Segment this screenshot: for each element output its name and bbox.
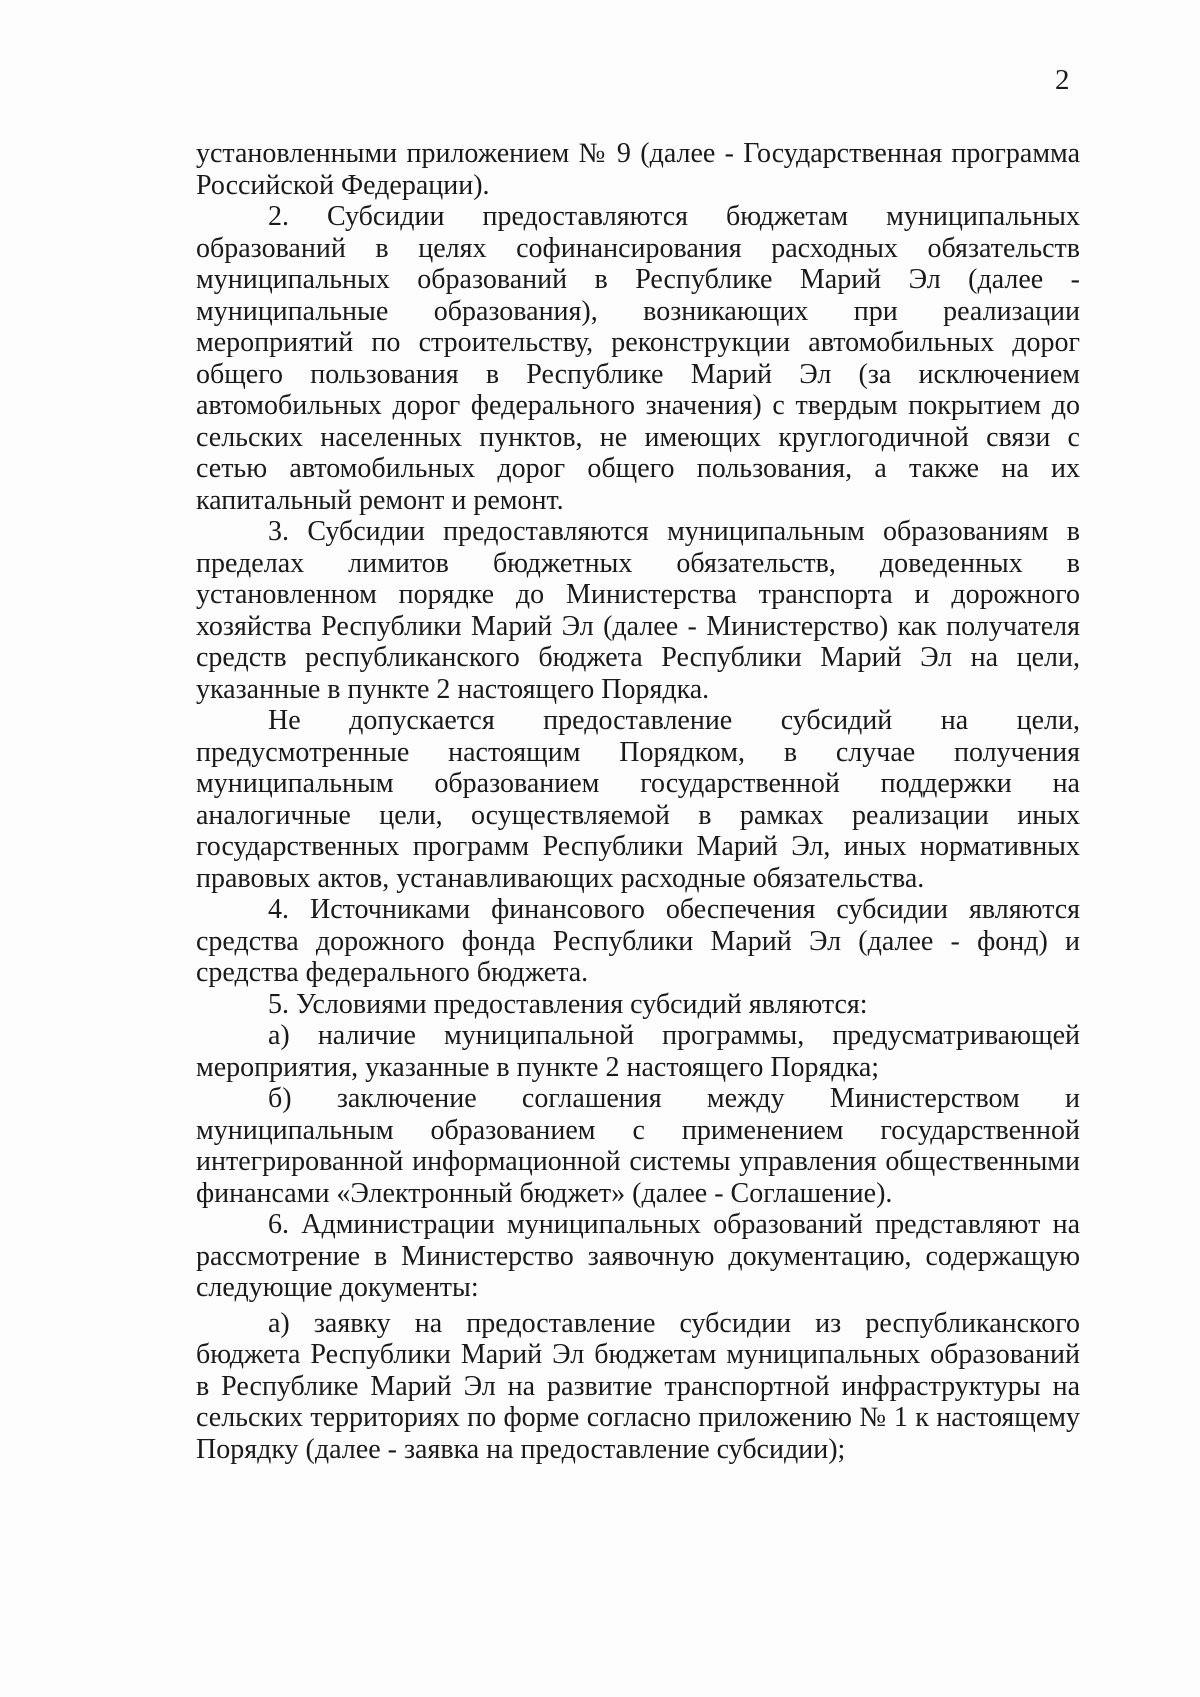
paragraph-item-5a: а) наличие муниципальной программы, предусматривающей мероприятия, указанные в пункте 2 настоящего Порядка; [196, 1020, 1080, 1083]
paragraph-item-6: 6. Администрации муниципальных образований представляют на рассмотрение в Министерство заявочную документацию, содержащую следующие документы: [196, 1209, 1080, 1303]
paragraph-restriction: Не допускается предоставление субсидий на цели, предусмотренные настоящим Порядком, в случае получения муниципальным образованием государственной поддержки на аналогичные цели, осуществляемой в рамках реализации иных государственных программ Республики Марий Эл, иных нормативных правовых актов, устанавливающих расходные обязательства. [196, 705, 1080, 894]
paragraph-item-5: 5. Условиями предоставления субсидий являются: [268, 988, 868, 1020]
page-number: 2 [1055, 64, 1070, 96]
paragraph-item-3: 3. Субсидии предоставляются муниципальным образованиям в пределах лимитов бюджетных обязательств, доведенных в установленном порядке до Министерства транспорта и дорожного хозяйства Республики Марий Эл (далее - Министерство) как получателя средств республиканского бюджета Республики Марий Эл на цели, указанные в пункте 2 настоящего Порядка. [196, 516, 1080, 705]
paragraph-continuation: установленными приложением № 9 (далее - Государственная программа Российской Федерации). [196, 138, 1080, 201]
paragraph-item-2: 2. Субсидии предоставляются бюджетам муниципальных образований в целях софинансирования расходных обязательств муниципальных образований в Республике Марий Эл (далее - муниципальные образования), возникающих при реализации мероприятий по строительству, реконструкции автомобильных дорог общего пользования в Республике Марий Эл (за исключением автомобильных дорог федерального значения) с твердым покрытием до сельских населенных пунктов, не имеющих круглогодичной связи с сетью автомобильных дорог общего пользования, а также на их капитальный ремонт и ремонт. [196, 201, 1080, 516]
document-body [196, 138, 1080, 1465]
paragraph-item-4: 4. Источниками финансового обеспечения субсидии являются средства дорожного фонда Республики Марий Эл (далее - фонд) и средства федерального бюджета. [196, 894, 1080, 988]
paragraph-item-5b: б) заключение соглашения между Министерством и муниципальным образованием с применением государственной интегрированной информационной системы управления общественными финансами «Электронный бюджет» (далее - Соглашение). [196, 1083, 1080, 1209]
paragraph-item-6a: а) заявку на предоставление субсидии из республиканского бюджета Республики Марий Эл бюджетам муниципальных образований в Республике Марий Эл на развитие транспортной инфраструктуры на сельских территориях по форме согласно приложению № 1 к настоящему Порядку (далее - заявка на предоставление субсидии); [196, 1307, 1080, 1465]
